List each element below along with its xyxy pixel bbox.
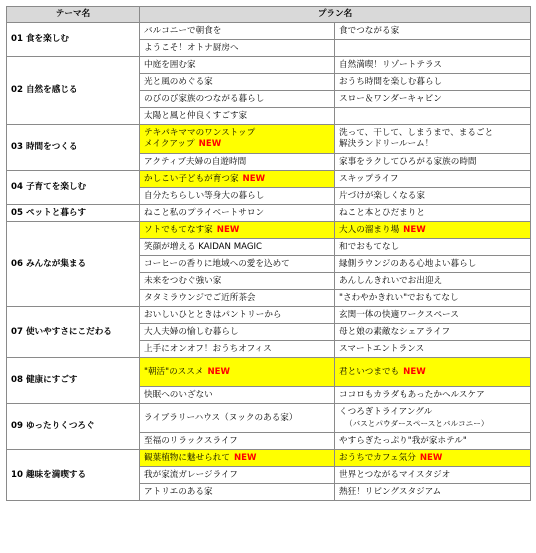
plan-cell <box>335 404 531 433</box>
plan-name-line2-text: （バスとパウダースペースとバルコニー） <box>345 419 489 428</box>
plan-name: "さわやかきれい"でおもてなし <box>339 292 459 303</box>
plan-name: スロー＆ワンダーキャビン <box>339 93 442 104</box>
plan-name: おうち時間を楽しむ暮らし <box>339 76 443 87</box>
plan-name: 母と娘の素敵なシェアライフ <box>339 326 451 337</box>
plan-cell <box>335 450 531 467</box>
plan-cell <box>335 154 531 171</box>
table-row <box>7 57 531 74</box>
plan-name: くつろぎトライアングル <box>339 407 433 417</box>
plan-name: ねこと私のプライベートサロン <box>144 207 265 218</box>
plan-name: アクティブ夫婦の自遊時間 <box>144 156 247 167</box>
plan-name: 光と風のめぐる家 <box>144 76 213 87</box>
plan-cell <box>140 358 335 387</box>
plan-cell <box>335 341 531 358</box>
theme-name: 08 健康にすごす <box>7 358 140 404</box>
plan-name: スマートエントランス <box>339 343 425 354</box>
plan-cell <box>335 307 531 324</box>
plan-cell <box>140 40 335 57</box>
plan-cell <box>335 290 531 307</box>
plan-name: ねこと本とひだまりと <box>339 207 425 218</box>
plan-cell <box>140 57 335 74</box>
plan-cell <box>335 256 531 273</box>
plan-name: ココロもカラダもあったかヘルスケア <box>339 389 485 400</box>
plan-name: ソトでもてなす家 <box>144 224 213 235</box>
plan-name: コーヒーの香りに地域への愛を込めて <box>144 258 290 269</box>
plan-name: あんしんきれいでお出迎え <box>339 275 443 286</box>
plan-cell <box>140 205 335 222</box>
plan-column-header: プラン名 <box>140 7 531 23</box>
plan-cell <box>140 433 335 450</box>
plan-name: ようこそ！オトナ厨房へ <box>144 42 239 53</box>
plan-cell <box>335 273 531 290</box>
plan-name: 太陽と風と仲良くすごす家 <box>144 110 248 121</box>
plan-name: スキップライフ <box>339 173 399 184</box>
plan-list <box>6 6 530 547</box>
plan-cell <box>335 358 531 387</box>
plan-cell <box>140 108 335 125</box>
plan-name: 洗って、干して、しまうまで、まるごと <box>339 128 494 138</box>
plan-name: 大人夫婦の愉しむ暮らし <box>144 326 239 337</box>
plan-cell <box>335 239 531 256</box>
plan-name-line2 <box>339 418 526 429</box>
new-badge: NEW <box>403 224 426 235</box>
plan-name: やすらぎたっぷり"我が家ホテル" <box>339 435 467 446</box>
plan-cell <box>140 467 335 484</box>
plan-name: アトリエのある家 <box>144 486 213 497</box>
plan-cell <box>140 91 335 108</box>
plan-name: 片づけが楽しくなる家 <box>339 190 425 201</box>
plan-cell <box>140 74 335 91</box>
plan-cell <box>335 125 531 154</box>
plan-cell <box>140 387 335 404</box>
plan-name: 上手にオンオフ！おうちオフィス <box>144 343 272 354</box>
plan-cell <box>335 205 531 222</box>
table-row <box>7 125 531 154</box>
plan-name: おいしいひとときはパントリーから <box>144 309 282 320</box>
plan-cell <box>335 40 531 57</box>
plan-cell <box>335 23 531 40</box>
plan-name: 食でつながる家 <box>339 25 400 36</box>
plan-name: テキパキママのワンストップ <box>144 128 256 138</box>
plan-name-line2-text: メイクアップ <box>144 139 195 149</box>
plan-cell <box>140 222 335 239</box>
plan-name: 自然満喫！リゾートテラス <box>339 59 442 70</box>
plan-cell <box>335 484 531 501</box>
table-row <box>7 171 531 188</box>
plan-cell <box>140 171 335 188</box>
theme-name: 01 食を楽しむ <box>7 23 140 57</box>
plan-cell <box>140 450 335 467</box>
plan-cell <box>140 273 335 290</box>
theme-name: 02 自然を感じる <box>7 57 140 125</box>
plan-cell <box>140 239 335 256</box>
table-body <box>7 23 531 501</box>
theme-name: 06 みんなが集まる <box>7 222 140 307</box>
plan-cell <box>140 484 335 501</box>
plan-cell <box>335 387 531 404</box>
plan-name: おうちでカフェ気分 <box>339 452 416 463</box>
table-row <box>7 222 531 239</box>
theme-name: 05 ペットと暮らす <box>7 205 140 222</box>
plan-name: 笑顔が増える KAIDAN MAGIC <box>144 241 263 252</box>
plan-cell <box>335 171 531 188</box>
plan-cell <box>140 341 335 358</box>
new-badge: NEW <box>242 173 266 184</box>
plan-name-line2 <box>339 139 526 150</box>
plan-cell <box>335 108 531 125</box>
new-badge: NEW <box>207 366 231 377</box>
plan-name: タタミラウンジでご近所茶会 <box>144 292 256 303</box>
plan-name: 我が家流ガレージライフ <box>144 469 238 480</box>
plan-cell <box>335 467 531 484</box>
theme-name: 09 ゆったりくつろぐ <box>7 404 140 450</box>
plan-name: 快眠へのいざない <box>144 389 213 400</box>
plan-name: 自分たちらしい等身大の暮らし <box>144 190 265 201</box>
theme-name: 03 時間をつくる <box>7 125 140 171</box>
plan-cell <box>335 91 531 108</box>
plan-cell <box>335 433 531 450</box>
plan-name-line2-text: 解決ランドリールーム！ <box>339 139 434 149</box>
table-row <box>7 205 531 222</box>
plan-cell <box>140 125 335 154</box>
plan-name-line2 <box>144 139 330 150</box>
theme-name: 07 使いやすさにこだわる <box>7 307 140 358</box>
plan-name: "朝活"のススメ <box>144 366 204 377</box>
plan-cell <box>140 154 335 171</box>
plan-name: ライブラリーハウス（ヌックのある家） <box>144 412 298 423</box>
plan-name: 世界とつながるマイスタジオ <box>339 469 451 480</box>
plan-cell <box>335 74 531 91</box>
plan-name: 未来をつむぐ強い家 <box>144 275 222 286</box>
plan-cell <box>140 256 335 273</box>
table-row <box>7 307 531 324</box>
plan-cell <box>140 324 335 341</box>
plan-cell <box>335 188 531 205</box>
plan-cell <box>140 307 335 324</box>
plan-cell <box>140 188 335 205</box>
plan-name: 君といつまでも <box>339 366 400 377</box>
plan-cell <box>140 404 335 433</box>
plan-name: 至福のリラックスライフ <box>144 435 238 446</box>
plan-table <box>6 6 531 501</box>
plan-name: バルコニーで朝食を <box>144 25 222 36</box>
plan-name: 家事をラクしてひろがる家族の時間 <box>339 156 477 167</box>
plan-name: 大人の溜まり場 <box>339 224 400 235</box>
table-row <box>7 404 531 433</box>
plan-cell <box>335 57 531 74</box>
plan-cell <box>335 222 531 239</box>
theme-name: 04 子育てを楽しむ <box>7 171 140 205</box>
plan-name: 玄関一体の快適ワークスペース <box>339 309 459 320</box>
plan-name: 熱狂！リビングスタジアム <box>339 486 442 497</box>
plan-cell <box>335 324 531 341</box>
table-row <box>7 358 531 387</box>
theme-name: 10 趣味を満喫する <box>7 450 140 501</box>
table-header-row <box>7 7 531 23</box>
plan-cell <box>140 290 335 307</box>
new-badge: NEW <box>233 452 257 463</box>
plan-cell <box>140 23 335 40</box>
new-badge: NEW <box>419 452 443 463</box>
new-badge: NEW <box>403 366 426 377</box>
plan-name: 中庭を囲む家 <box>144 59 196 70</box>
plan-name: かしこい子どもが育つ家 <box>144 173 239 184</box>
new-badge: NEW <box>198 139 222 149</box>
theme-column-header: テーマ名 <box>7 7 140 23</box>
table-row <box>7 450 531 467</box>
plan-name: 縁側ラウンジのある心地よい暮らし <box>339 258 477 269</box>
new-badge: NEW <box>216 224 240 235</box>
plan-name: のびのび家族のつながる暮らし <box>144 93 265 104</box>
plan-name: 和でおもてなし <box>339 241 400 252</box>
plan-name: 観葉植物に魅せられて <box>144 452 230 463</box>
table-row <box>7 23 531 40</box>
